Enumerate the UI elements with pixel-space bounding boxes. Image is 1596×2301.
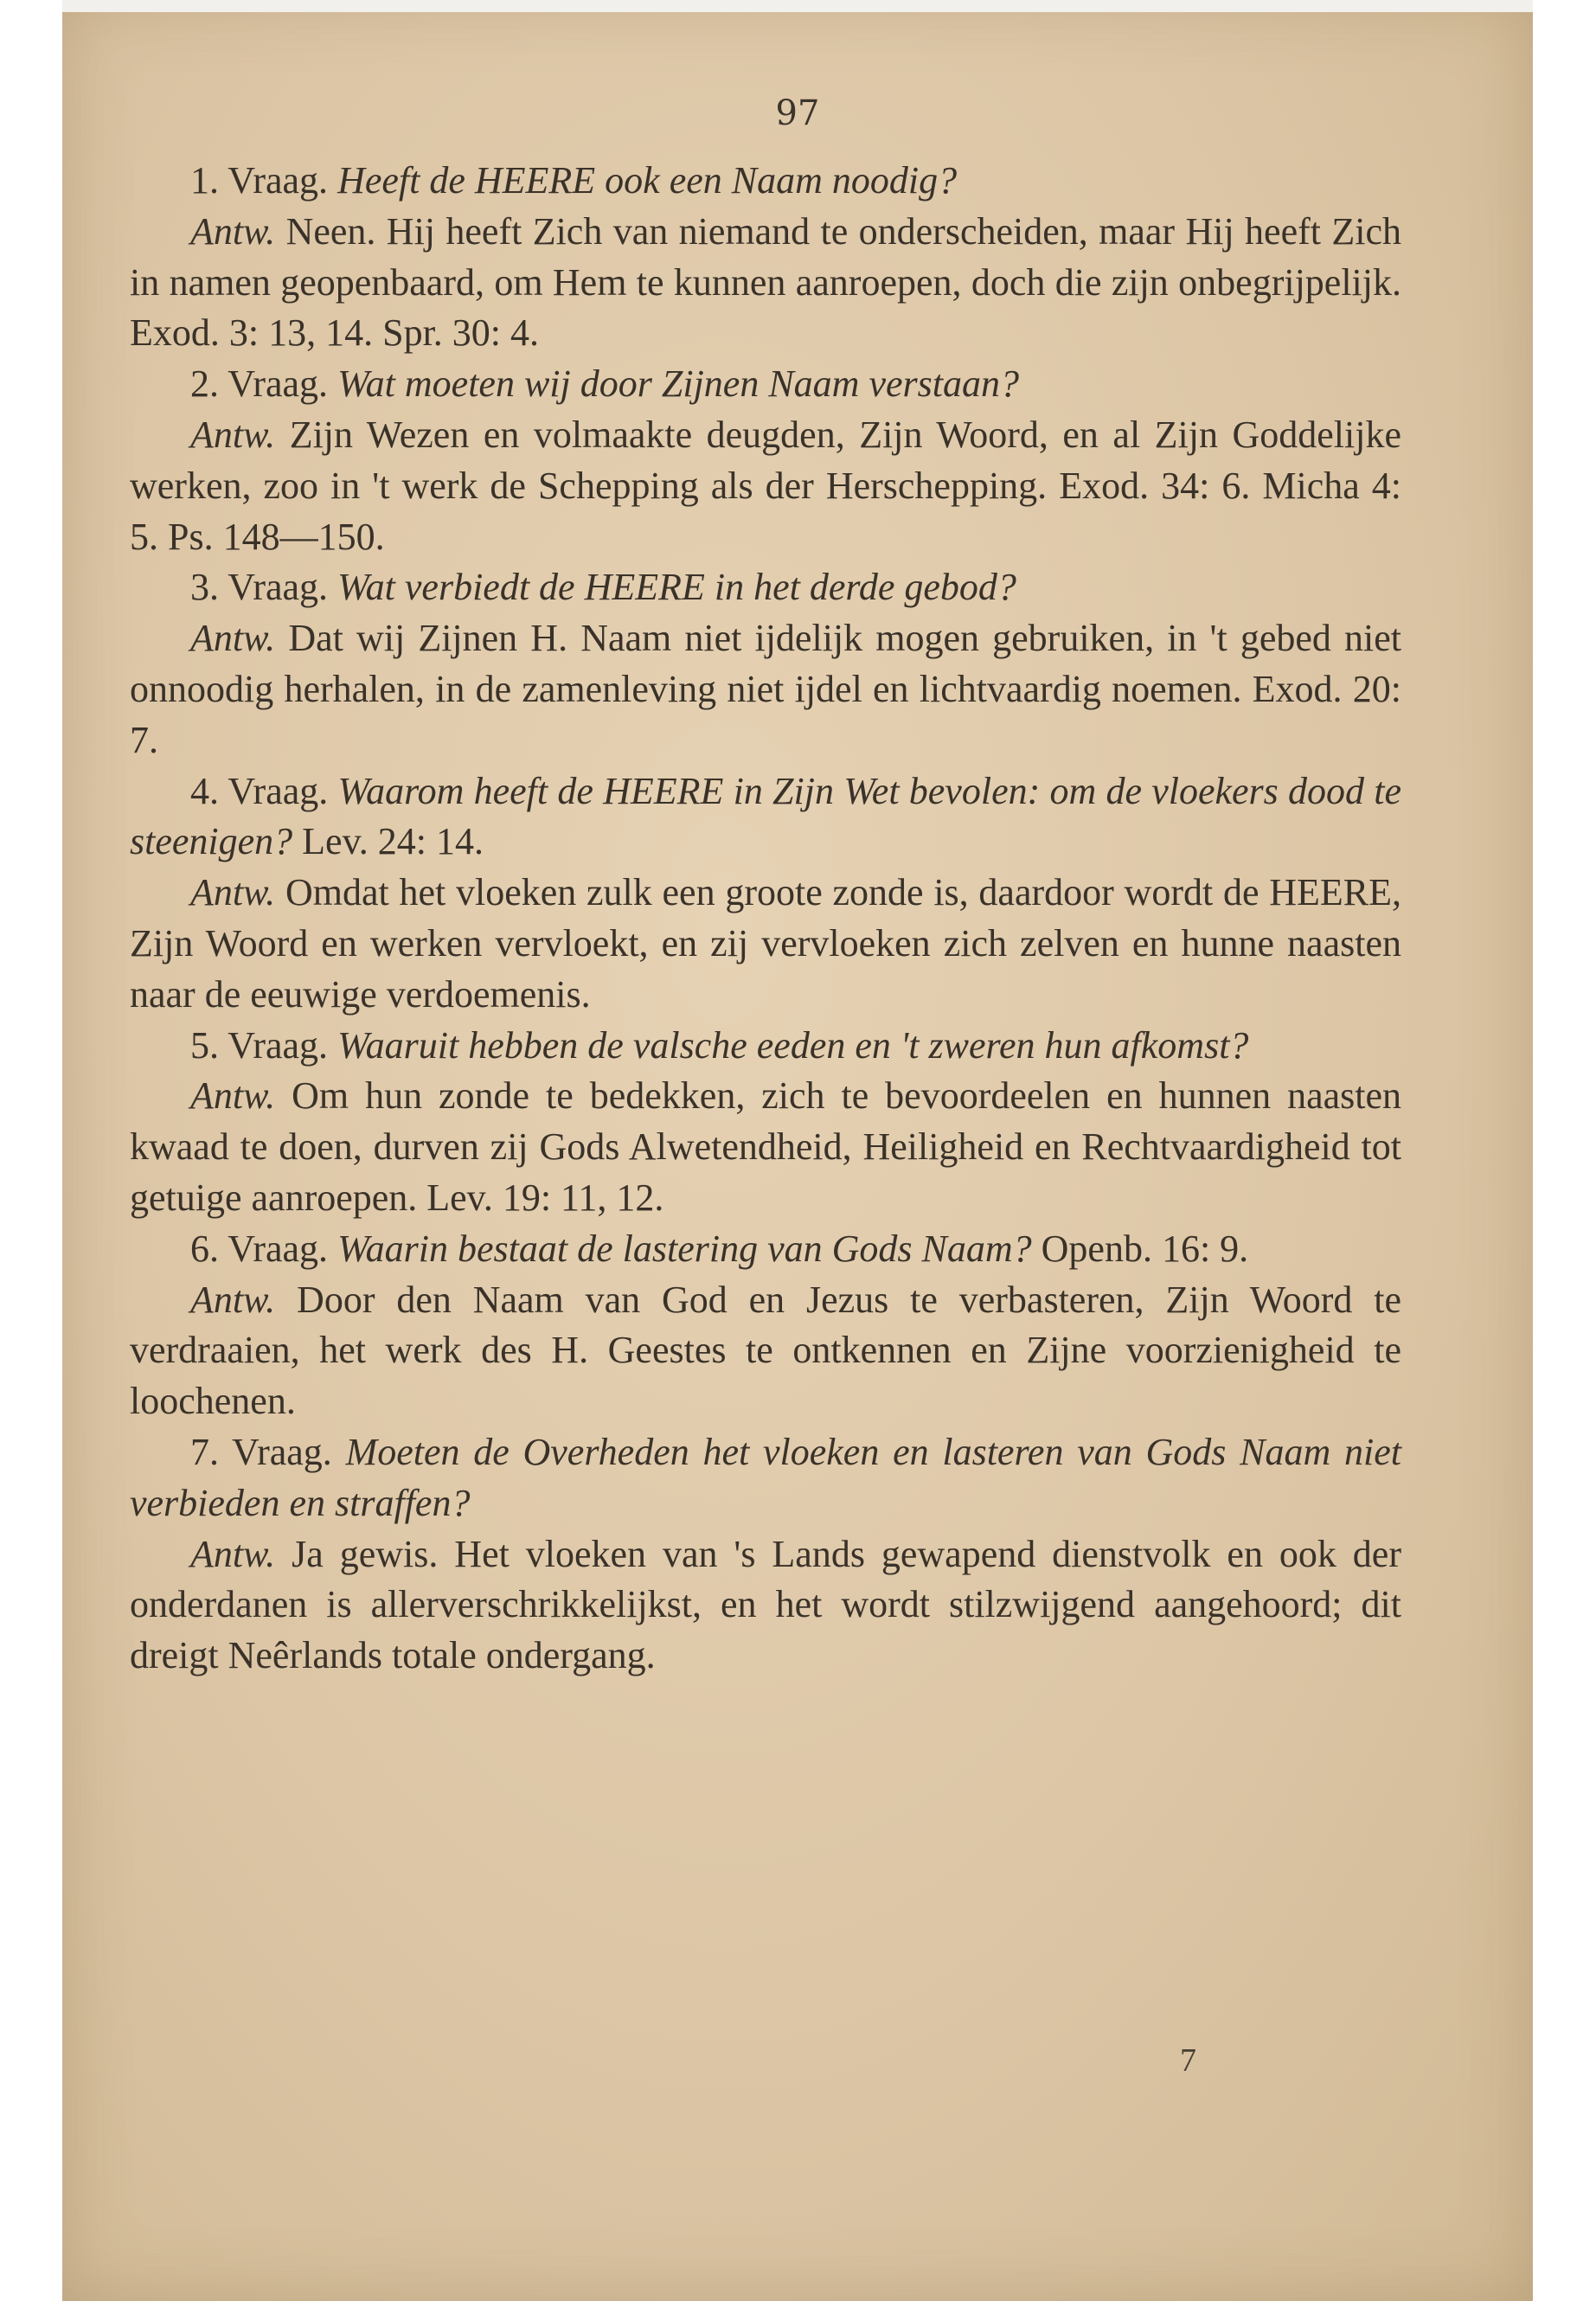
- question-label: 4. Vraag.: [190, 769, 329, 812]
- answer-label: Antw.: [190, 1278, 276, 1321]
- question-3: [130, 562, 1401, 613]
- question-label: 6. Vraag.: [190, 1227, 329, 1270]
- answer-text: Zijn Wezen en volmaakte deugden, Zijn Woord, en al Zijn Goddelijke werken, zoo in 't werk de Schepping als der Herschepping. Exod. 34: 6. Micha 4: 5. Ps. 148—150.: [130, 413, 1402, 558]
- question-reference: Lev. 24: 14.: [302, 820, 484, 863]
- answer-text: Omdat het vloeken zulk een groote zonde is, daardoor wordt de HEERE, Zijn Woord en werken vervloekt, en zij vervloeken zich zelven en hunne naasten naar de eeuwige verdoemenis.: [130, 871, 1402, 1016]
- answer-label: Antw.: [190, 1532, 276, 1575]
- answer-text: Ja gewis. Het vloeken van 's Lands gewapend dienstvolk en ook der onderdanen is allerverschrikkelijkst, en het wordt stilzwijgend aangehoord; dit dreigt Neêrlands totale ondergang.: [130, 1532, 1401, 1677]
- answer-3: [130, 613, 1401, 766]
- question-7: [130, 1427, 1401, 1529]
- page-number: 97: [775, 93, 820, 133]
- answer-label: Antw.: [190, 617, 276, 660]
- book-page: [62, 0, 1533, 2301]
- answer-text: Neen. Hij heeft Zich van niemand te onderscheiden, maar Hij heeft Zich in namen geopenbaard, om Hem te kunnen aanroepen, doch die zijn onbegrijpelijk. Exod. 3: 13, 14. Spr. 30: 4.: [130, 209, 1402, 355]
- answer-4: [130, 868, 1401, 1020]
- question-5: [130, 1021, 1401, 1072]
- question-1: [130, 156, 1401, 207]
- page-top-edge: [62, 0, 1533, 12]
- answer-text: Dat wij Zijnen H. Naam niet ijdelijk mogen gebruiken, in 't gebed niet onnoodig herhalen, in de zamenleving niet ijdel en lichtvaardig noemen. Exod. 20: 7.: [130, 617, 1401, 761]
- question-label: 5. Vraag.: [190, 1023, 329, 1067]
- answer-label: Antw.: [190, 209, 276, 253]
- answer-2: [130, 410, 1401, 562]
- answer-label: Antw.: [190, 871, 276, 914]
- answer-1: [130, 207, 1401, 359]
- question-label: 7. Vraag.: [190, 1430, 332, 1473]
- question-text: Heeft de HEERE ook een Naam noodig?: [337, 159, 958, 202]
- answer-5: [130, 1071, 1401, 1223]
- question-text: Waaruit hebben de valsche eeden en 't zweren hun afkomst?: [337, 1023, 1249, 1067]
- question-label: 3. Vraag.: [190, 566, 329, 609]
- question-text: Waarin bestaat de lastering van Gods Naam?: [337, 1227, 1032, 1270]
- question-4: [130, 766, 1401, 868]
- answer-7: [130, 1529, 1401, 1682]
- answer-text: Door den Naam van God en Jezus te verbasteren, Zijn Woord te verdraaien, het werk des H. Geestes te ontkennen en Zijne voorzienigheid te loochenen.: [130, 1278, 1402, 1423]
- question-text: Wat verbiedt de HEERE in het derde gebod?: [337, 566, 1016, 609]
- answer-label: Antw.: [190, 1074, 276, 1118]
- scan-margin-left: [0, 0, 62, 2301]
- question-2: [130, 359, 1401, 410]
- question-6: [130, 1224, 1401, 1275]
- answer-text: Om hun zonde te bedekken, zich te bevoordeelen en hunnen naasten kwaad te doen, durven zij Gods Alwetendheid, Heiligheid en Rechtvaardigheid tot getuige aanroepen. Lev. 19: 11, 12.: [130, 1074, 1401, 1219]
- question-text: Waarom heeft de HEERE in Zijn Wet bevolen: om de vloekers dood te steenigen?: [130, 769, 1402, 863]
- question-text: Wat moeten wij door Zijnen Naam verstaan?: [337, 362, 1019, 406]
- question-reference: Openb. 16: 9.: [1041, 1227, 1249, 1270]
- answer-6: [130, 1275, 1401, 1427]
- answer-label: Antw.: [190, 413, 276, 456]
- signature-mark: 7: [1180, 2042, 1196, 2079]
- page-body: [130, 156, 1401, 1682]
- question-text: Moeten de Overheden het vloeken en lasteren van Gods Naam niet verbieden en straffen?: [130, 1430, 1401, 1524]
- scan-margin-right: [1533, 0, 1596, 2301]
- question-label: 1. Vraag.: [190, 159, 329, 202]
- question-label: 2. Vraag.: [190, 362, 329, 406]
